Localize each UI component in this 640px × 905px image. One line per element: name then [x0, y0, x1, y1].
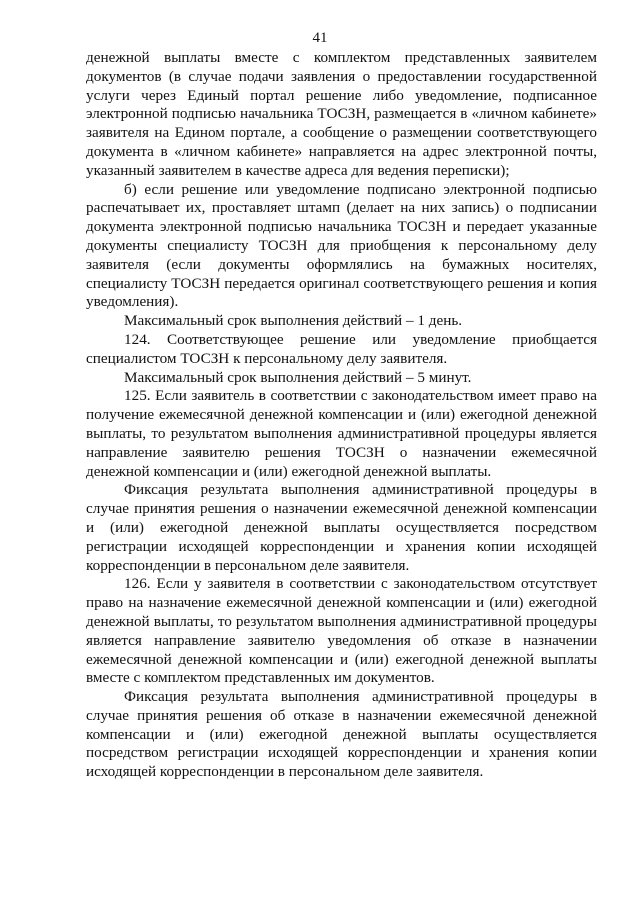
paragraph-max-term-1-day: Максимальный срок выполнения действий – 1 день.: [124, 312, 463, 330]
paragraph-fixation-refusal: Фиксация результата выполнения административной процедуры в случае принятия решения об отказе в назначении ежемесячной денежной компенсации и (или) ежегодной денежной выплаты осуществляется посредством регистрации исходящей корреспонденции и хранения копии исходящей корреспонденции в персональном деле заявителя.: [86, 688, 597, 781]
paragraph-max-term-5-minutes: Максимальный срок выполнения действий – 5 минут.: [124, 368, 472, 386]
paragraph-124: 124. Соответствующее решение или уведомление приобщается специалистом ТОСЗН к персональному делу заявителя.: [86, 330, 597, 367]
paragraph-fixation-approval: Фиксация результата выполнения административной процедуры в случае принятия решения о назначении ежемесячной денежной компенсации и (или) ежегодной денежной выплаты осуществляется посредством регистрации исходящей корреспонденции и хранения копии исходящей корреспонденции в персональном деле заявителя.: [86, 481, 597, 574]
paragraph-126: 126. Если у заявителя в соответствии с законодательством отсутствует право на назначение ежемесячной денежной компенсации и (или) ежегодной денежной выплаты, то результатом выполнения административной процедуры является направление заявителю уведомления об отказе в назначении ежемесячной денежной компенсации и (или) ежегодной денежной выплаты вместе с комплектом представленных им документов.: [86, 575, 597, 687]
document-body: [86, 49, 597, 782]
paragraph-continuation: денежной выплаты вместе с комплектом представленных заявителем документов (в случае подачи заявления о предоставлении государственной услуги через Единый портал решение либо уведомление, подписанное электронной подписью начальника ТОСЗН, размещается в «личном кабинете» заявителя на Едином портале, а сообщение о размещении соответствующего документа в «личном кабинете» направляется на адрес электронной почты, указанный заявителем в качестве адреса для ведения переписки);: [86, 49, 597, 179]
paragraph-item-b: б) если решение или уведомление подписано электронной подписью распечатывает их, проставляет штамп (делает на них запись) о подписании документа электронной подписью начальника ТОСЗН и передает указанные документы специалисту ТОСЗН для приобщения к персональному делу заявителя (если документы оформлялись на бумажных носителях, специалисту ТОСЗН передается оригинал соответствующего решения и копия уведомления).: [86, 180, 597, 311]
paragraph-125: 125. Если заявитель в соответствии с законодательством имеет право на получение ежемесячной денежной компенсации и (или) ежегодной денежной выплаты, то результатом выполнения административной процедуры является направление заявителю решения ТОСЗН о назначении ежемесячной денежной компенсации и (или) ежегодной денежной выплаты.: [86, 387, 597, 480]
page-number: 41: [312, 30, 328, 46]
